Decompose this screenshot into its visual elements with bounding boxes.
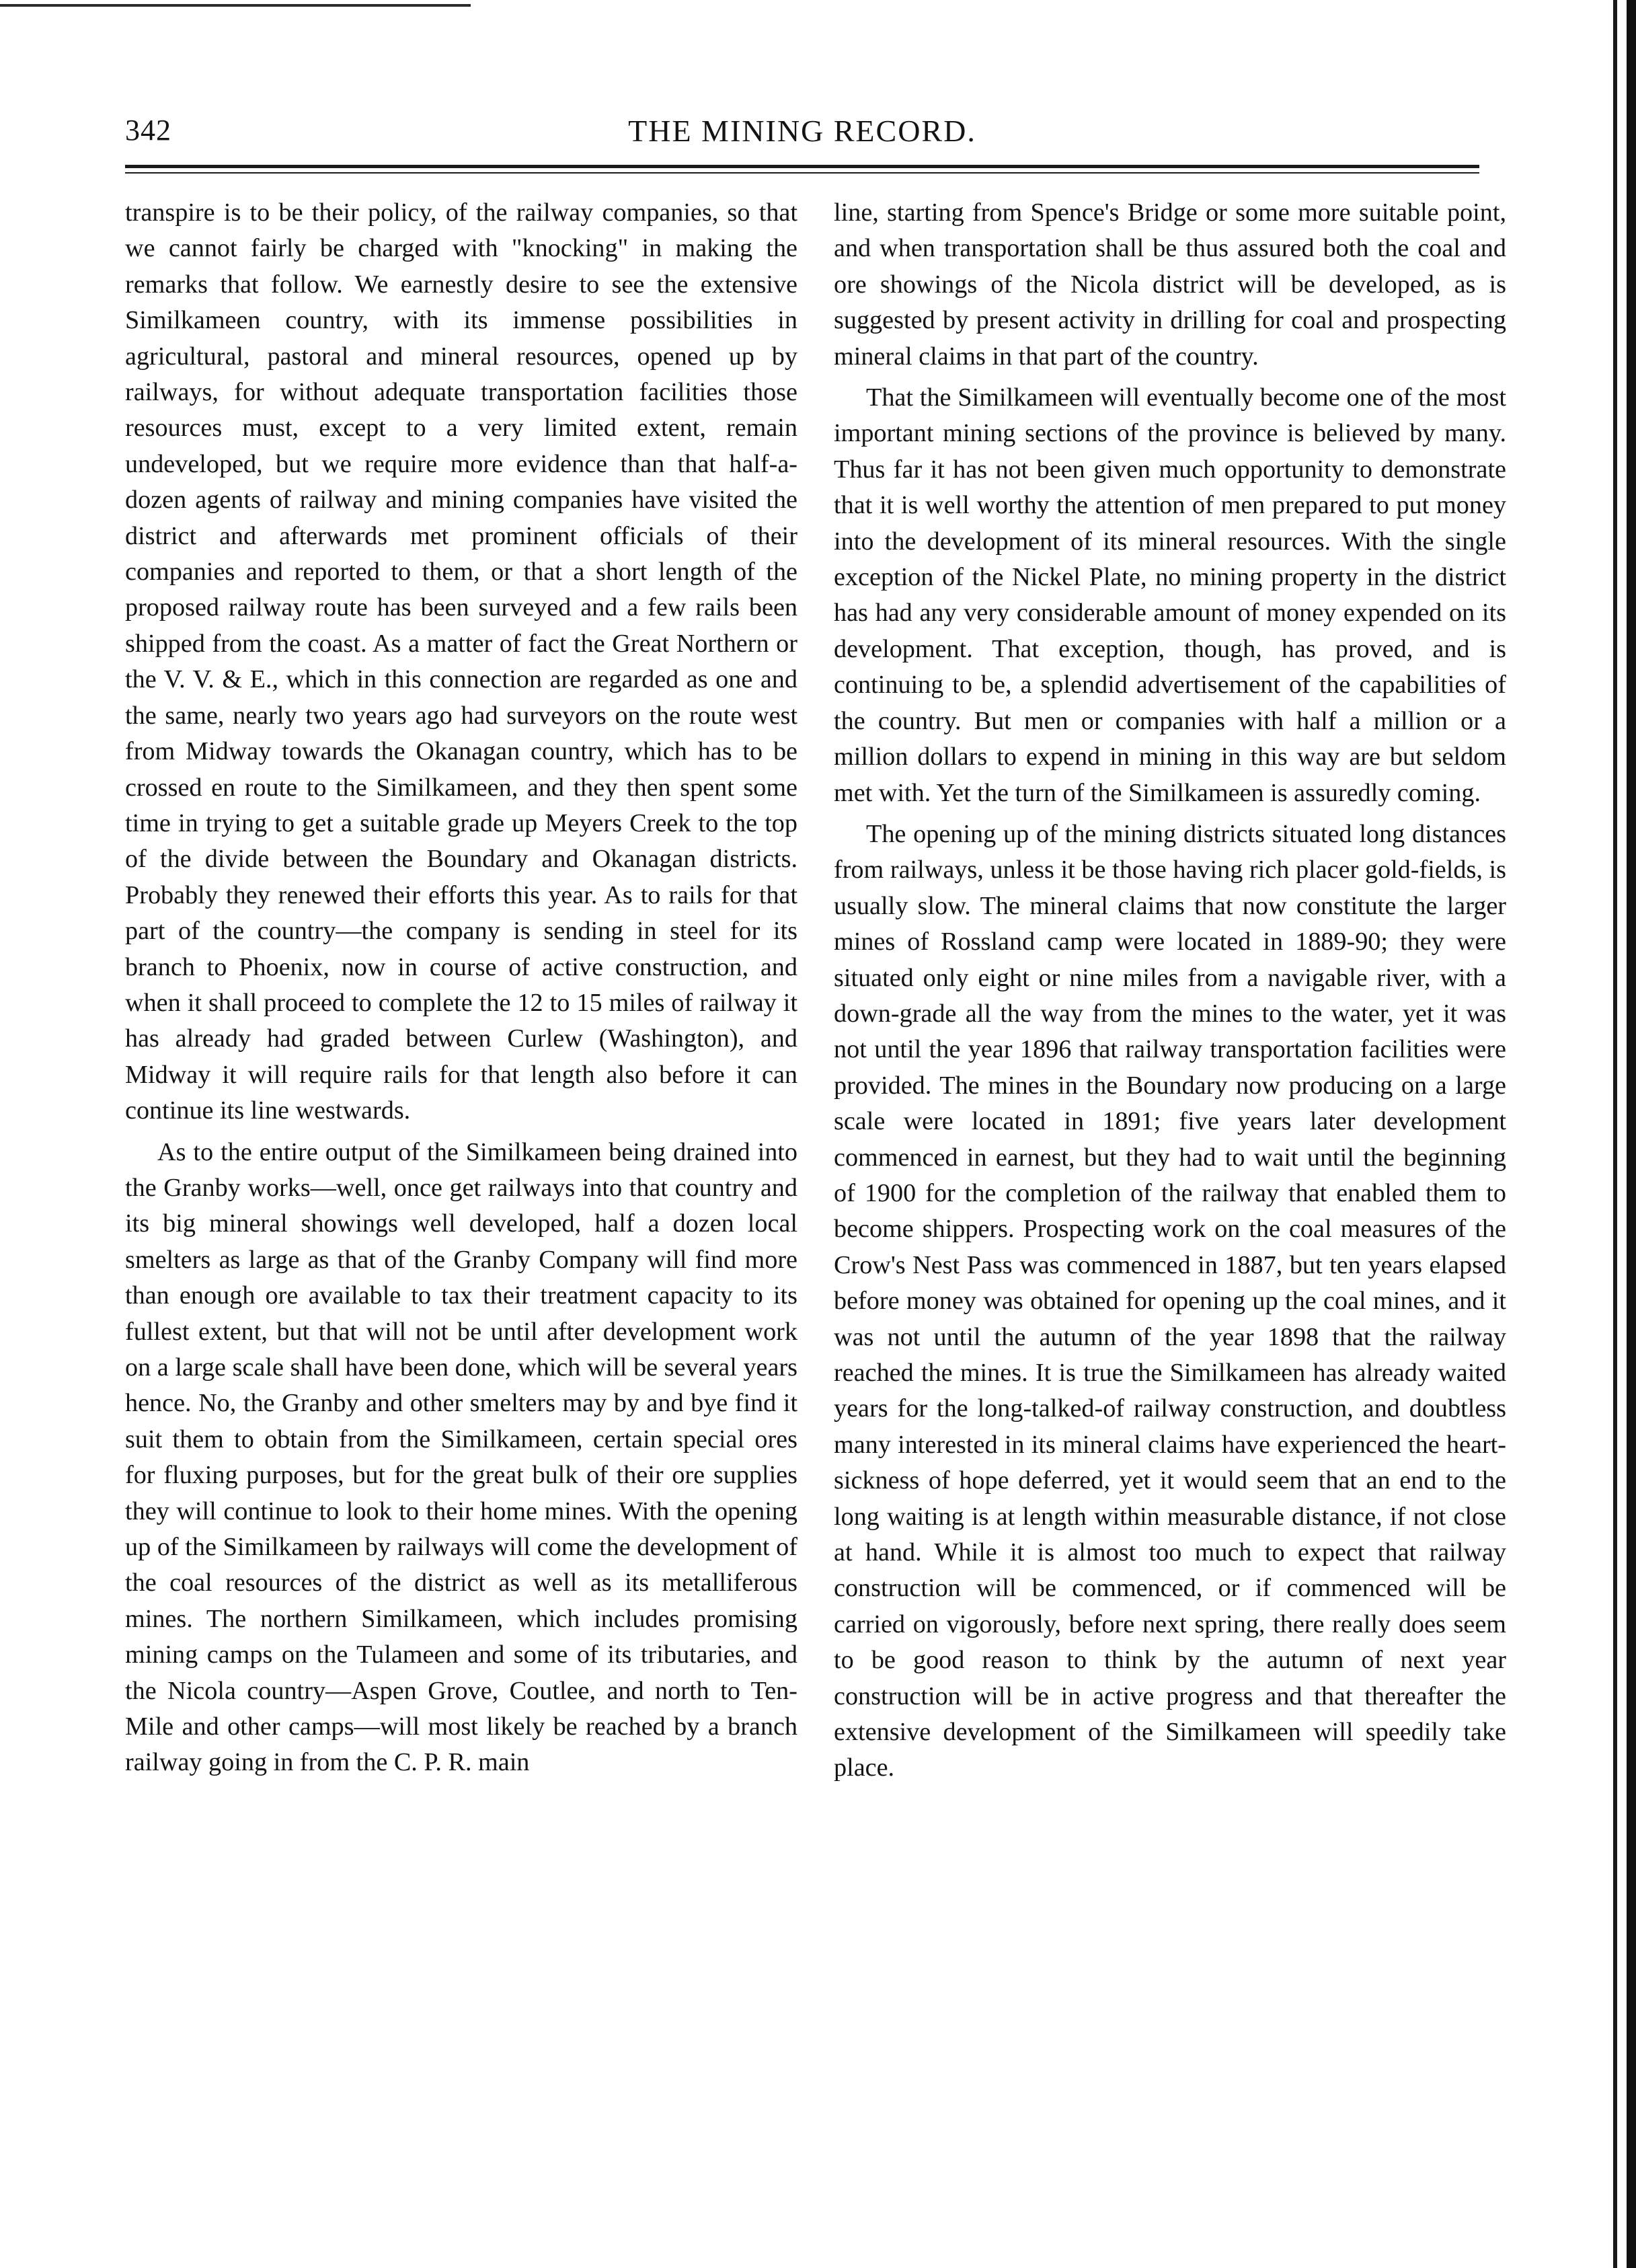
left-paragraph-1: transpire is to be their policy, of the railway companies, so that we cannot fairly be charged with "knocking" in making the remarks that follow. We earnestly desire to see the extensive Similkameen country, with its immense possibilities in agricultural, pastoral and mineral resources, opened up by railways, for without adequate transportation facilities those resources must, except to a very limited extent, remain undeveloped, but we require more evidence than that half-a-dozen agents of railway and mining companies have visited the district and afterwards met prominent officials of their companies and reported to them, or that a short length of the proposed railway route has been surveyed and a few rails been shipped from the coast. As a matter of fact the Great Northern or the V. V. & E., which in this connection are regarded as one and the same, nearly two years ago had surveyors on the route west from Midway towards the Okanagan country, which has to be crossed en route to the Similkameen, and they then spent some time in trying to get a suitable grade up Meyers Creek to the top of the divide between the Boundary and Okanagan districts. Probably they renewed their efforts this year. As to rails for that part of the country—the company is sending in steel for its branch to Phoenix, now in course of active construction, and when it shall proceed to complete the 12 to 15 miles of railway it has already had graded between Curlew (Washington), and Midway it will require rails for that length also before it can continue its line westwards. — [125, 198, 797, 1125]
right-column — [834, 195, 1506, 1792]
left-paragraph-2: As to the entire output of the Similkameen being drained into the Granby works—well, once get railways into that country and its big mineral showings well developed, half a dozen local smelters as large as that of the Granby Company will find more than enough ore available to tax their treatment capacity to its fullest extent, but that will not be until after development work on a large scale shall have been done, which will be several years hence. No, the Granby and other smelters may by and bye find it suit them to obtain from the Similkameen, certain special ores for fluxing purposes, but for the great bulk of their ore supplies they will continue to look to their home mines. With the opening up of the Similkameen by railways will come the development of the coal resources of the district as well as its metalliferous mines. The northern Similkameen, which includes promising mining camps on the Tulameen and some of its tributaries, and the Nicola country—Aspen Grove, Coutlee, and north to Ten-Mile and other camps—will most likely be reached by a branch railway going in from the C. P. R. main — [125, 1137, 797, 1777]
scan-right-edge — [1627, 0, 1636, 2268]
page-header — [125, 108, 1479, 161]
running-title: THE MINING RECORD. — [628, 114, 976, 148]
left-column — [125, 195, 797, 1786]
right-paragraph-1: line, starting from Spence's Bridge or some more suitable point, and when transportation shall be thus assured both the coal and ore showings of the Nicola district will be developed, as is suggested by present activity in drilling for coal and prospecting mineral claims in that part of the country. — [834, 198, 1506, 371]
page-number: 342 — [125, 114, 171, 147]
header-rule-thin — [125, 172, 1479, 174]
scan-top-rule — [0, 4, 471, 7]
right-paragraph-2: That the Similkameen will eventually become one of the most important mining sections of the province is believed by many. Thus far it has not been given much opportunity to demonstrate that it is well worthy the attention of men prepared to put money into the development of its mineral resources. With the single exception of the Nickel Plate, no mining property in the district has had any very considerable amount of money expended on its development. That exception, though, has proved, and is continuing to be, a splendid advertisement of the capabilities of the country. But men or companies with half a million or a million dollars to expend in mining in this way are but seldom met with. Yet the turn of the Similkameen is assuredly coming. — [834, 383, 1506, 807]
header-rule-thick — [125, 165, 1479, 168]
scan-right-edge-inner — [1613, 0, 1617, 2268]
right-paragraph-3: The opening up of the mining districts situated long distances from railways, unless it be those having rich placer gold-fields, is usually slow. The mineral claims that now constitute the larger mines of Rossland camp were located in 1889-90; they were situated only eight or nine miles from a navigable river, with a down-grade all the way from the mines to the water, yet it was not until the year 1896 that railway transportation facilities were provided. The mines in the Boundary now producing on a large scale were located in 1891; five years later development commenced in earnest, but they had to wait until the beginning of 1900 for the completion of the railway that enabled them to become shippers. Prospecting work on the coal measures of the Crow's Nest Pass was commenced in 1887, but ten years elapsed before money was obtained for opening up the coal mines, and it was not until the autumn of the year 1898 that the railway reached the mines. It is true the Similkameen has already waited years for the long-talked-of railway construction, and doubtless many interested in its mineral claims have experienced the heart-sickness of hope deferred, yet it would seem that an end to the long waiting is at length within measurable distance, if not close at hand. While it is almost too much to expect that railway construction will be commenced, or if commenced will be carried on vigorously, before next spring, there really does seem to be good reason to think by the autumn of next year construction will be in active progress and that thereafter the extensive development of the Similkameen will speedily take place. — [834, 819, 1506, 1782]
